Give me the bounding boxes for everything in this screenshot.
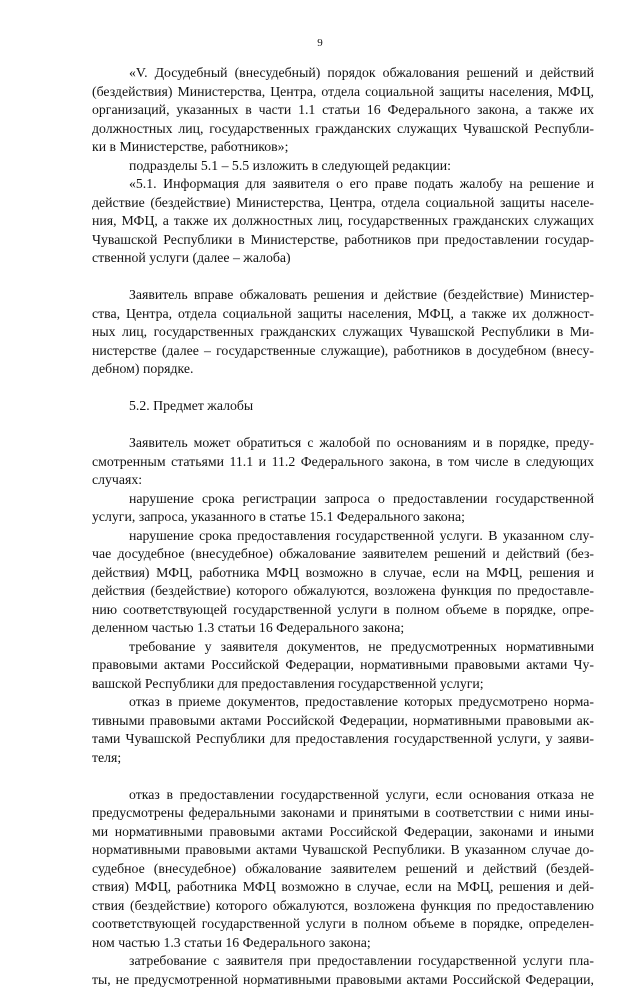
- text-line: ном частью 1.3 статьи 16 Федерального закона;: [92, 934, 594, 953]
- text-line: отказ в приеме документов, предоставление которых предусмотрено норма-: [92, 693, 594, 712]
- paragraph-subsections-instruction: [92, 157, 594, 176]
- paragraph-gap: [92, 767, 594, 786]
- paragraph-gap: [92, 268, 594, 287]
- text-line: ных лиц, государственных гражданских служащих Чувашской Республики в Ми-: [92, 323, 594, 342]
- text-line: нарушение срока регистрации запроса о предоставлении государственной: [92, 490, 594, 509]
- text-line: Заявитель может обратиться с жалобой по основаниям и в порядке, преду-: [92, 434, 594, 453]
- text-line: ми нормативными правовыми актами Российской Федерации, законами и иными: [92, 823, 594, 842]
- text-line: требование у заявителя документов, не предусмотренных нормативными: [92, 638, 594, 657]
- text-line: вашской Республики для предоставления государственной услуги;: [92, 675, 594, 694]
- text-line: нию соответствующей государственной услуги в полном объеме в порядке, опре-: [92, 601, 594, 620]
- text-line: предусмотрены федеральными законами и принятыми в соответствии с ними ины-: [92, 804, 594, 823]
- text-line: теля;: [92, 749, 594, 768]
- text-line: действия) МФЦ, работника МФЦ возможно в случае, если на МФЦ, решения и: [92, 564, 594, 583]
- document-body: [92, 64, 594, 989]
- text-line: «5.1. Информация для заявителя о его праве подать жалобу на решение и: [92, 175, 594, 194]
- section-heading-5-2: [92, 397, 594, 416]
- text-line: 5.2. Предмет жалобы: [92, 397, 594, 416]
- text-line: Заявитель вправе обжаловать решения и действие (бездействие) Министер-: [92, 286, 594, 305]
- paragraph-gap: [92, 379, 594, 398]
- text-line: ствия (бездействие) которого обжалуются, возложена функция по предоставлению: [92, 897, 594, 916]
- text-line: чае досудебное (внесудебное) обжалование заявителем решений и действий (без-: [92, 545, 594, 564]
- text-line: ки в Министерстве, работников»;: [92, 138, 594, 157]
- text-line: тивными правовыми актами Российской Федерации, нормативными правовыми ак-: [92, 712, 594, 731]
- text-line: ства, Центра, отдела социальной защиты населения, МФЦ, а также их должност-: [92, 305, 594, 324]
- paragraph-grounds-intro: [92, 434, 594, 490]
- text-line: ственной услуги (далее – жалоба): [92, 249, 594, 268]
- text-line: ния, МФЦ, а также их должностных лиц, государственных гражданских служащих: [92, 212, 594, 231]
- text-line: ты, не предусмотренной нормативными правовыми актами Российской Федерации,: [92, 971, 594, 989]
- paragraph-gap: [92, 416, 594, 435]
- list-item-unlawful-fee: [92, 952, 594, 989]
- text-line: нистерстве (далее – государственные служащие), работников в досудебном (внесу-: [92, 342, 594, 361]
- paragraph-5-1-heading: [92, 175, 594, 268]
- text-line: смотренным статьями 11.1 и 11.2 Федерального закона, в том числе в следующих: [92, 453, 594, 472]
- text-line: должностных лиц, государственных гражданских служащих Чувашской Республи-: [92, 120, 594, 139]
- paragraph-section-v-title: [92, 64, 594, 157]
- text-line: (бездействия) Министерства, Центра, отдела социальной защиты населения, МФЦ,: [92, 83, 594, 102]
- text-line: нарушение срока предоставления государственной услуги. В указанном слу-: [92, 527, 594, 546]
- text-line: «V. Досудебный (внесудебный) порядок обжалования решений и действий: [92, 64, 594, 83]
- text-line: соответствующей государственной услуги в полном объеме в порядке, определен-: [92, 915, 594, 934]
- list-item-extra-documents: [92, 638, 594, 694]
- text-line: судебное (внесудебное) обжалование заявителем решений и действий (бездей-: [92, 860, 594, 879]
- list-item-service-delay: [92, 527, 594, 638]
- text-line: отказ в предоставлении государственной услуги, если основания отказа не: [92, 786, 594, 805]
- text-line: случаях:: [92, 471, 594, 490]
- text-line: Чувашской Республики в Министерстве, работников при предоставлении государ-: [92, 231, 594, 250]
- list-item-service-refusal: [92, 786, 594, 953]
- text-line: организаций, указанных в части 1.1 статьи 16 Федерального закона, а также их: [92, 101, 594, 120]
- text-line: действие (бездействие) Министерства, Центра, отдела социальной защиты населе-: [92, 194, 594, 213]
- text-line: нормативными правовыми актами Чувашской Республики. В указанном случае до-: [92, 841, 594, 860]
- list-item-document-refusal: [92, 693, 594, 767]
- text-line: тами Чувашской Республики для предоставления государственной услуги, у заяви-: [92, 730, 594, 749]
- text-line: действия (бездействие) которого обжалуются, возложена функция по предоставле-: [92, 582, 594, 601]
- text-line: услуги, запроса, указанного в статье 15.1 Федерального закона;: [92, 508, 594, 527]
- text-line: дебном) порядке.: [92, 360, 594, 379]
- text-line: ствия) МФЦ, работника МФЦ возможно в случае, если на МФЦ, решения и дей-: [92, 878, 594, 897]
- paragraph-right-to-appeal: [92, 286, 594, 379]
- text-line: правовыми актами Российской Федерации, нормативными правовыми актами Чу-: [92, 656, 594, 675]
- text-line: подразделы 5.1 – 5.5 изложить в следующей редакции:: [92, 157, 594, 176]
- text-line: затребование с заявителя при предоставлении государственной услуги пла-: [92, 952, 594, 971]
- list-item-registration-delay: [92, 490, 594, 527]
- page-number: 9: [0, 37, 640, 50]
- text-line: деленном частью 1.3 статьи 16 Федерального закона;: [92, 619, 594, 638]
